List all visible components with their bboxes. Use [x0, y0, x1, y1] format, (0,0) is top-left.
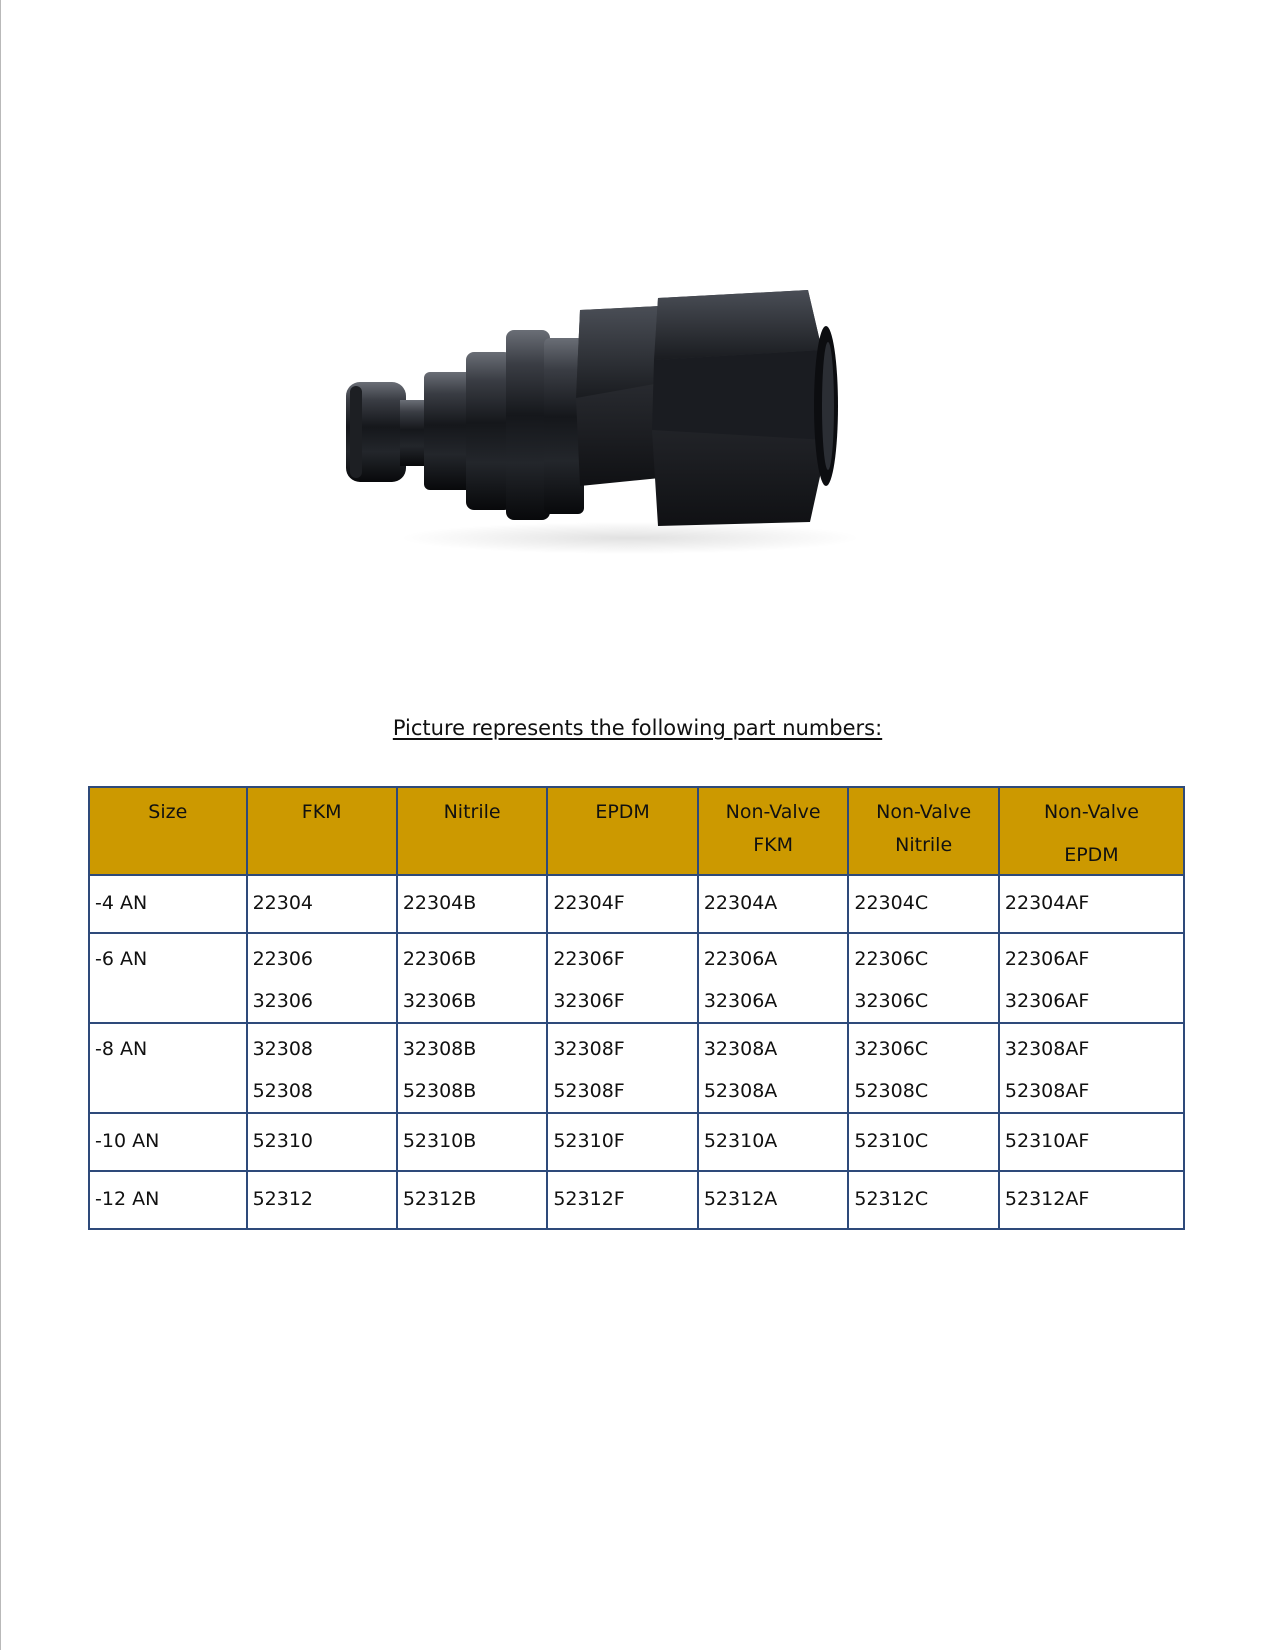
part-number-cell: [247, 933, 397, 1023]
table-row: [89, 1113, 1184, 1171]
part-number: 22304B: [402, 892, 477, 914]
part-number-cell: [848, 1113, 999, 1171]
part-number: 52312: [252, 1188, 314, 1210]
part-number: 22304F: [553, 892, 625, 914]
size-cell: -6 AN: [89, 933, 247, 1023]
column-header-text: Size: [148, 801, 188, 823]
part-numbers-table: [88, 786, 1185, 1230]
column-header: [89, 787, 247, 875]
part-number-cell: [848, 933, 999, 1023]
part-number-cell: [848, 875, 999, 933]
part-number: 32306B: [402, 990, 477, 1012]
column-header: [848, 787, 999, 875]
part-number: 52308F: [553, 1080, 625, 1102]
column-header: [698, 787, 849, 875]
part-number: 22306F: [553, 948, 625, 970]
part-number: 32306AF: [1004, 990, 1090, 1012]
part-number-cell: [698, 1171, 849, 1229]
page-edge-rule: [0, 0, 1, 1650]
part-number-cell: [547, 1113, 698, 1171]
part-number-cell: [247, 875, 397, 933]
part-number-cell: [247, 1023, 397, 1113]
column-header-text: EPDM: [1064, 844, 1119, 866]
table-caption: Picture represents the following part numbers:: [392, 716, 883, 740]
part-number: 22306C: [854, 948, 929, 970]
size-cell: -12 AN: [89, 1171, 247, 1229]
part-number-cell: [848, 1023, 999, 1113]
part-number: 52310: [252, 1130, 314, 1152]
part-number-cell: [999, 1023, 1184, 1113]
part-number: 22304C: [854, 892, 929, 914]
part-number-cell: [999, 875, 1184, 933]
part-number: 32308: [252, 1038, 314, 1060]
part-number: 52308: [252, 1080, 314, 1102]
part-number: 22306A: [703, 948, 778, 970]
part-number: 22304AF: [1004, 892, 1090, 914]
table-row: [89, 933, 1184, 1023]
part-number-cell: [848, 1171, 999, 1229]
part-number: 52310AF: [1004, 1130, 1090, 1152]
table-row: [89, 1171, 1184, 1229]
part-number-cell: [547, 1171, 698, 1229]
part-number: 52312A: [703, 1188, 778, 1210]
part-number-cell: [397, 933, 548, 1023]
part-number: 52310B: [402, 1130, 477, 1152]
part-number-cell: [397, 1113, 548, 1171]
part-number: 32308B: [402, 1038, 477, 1060]
column-header: [999, 787, 1184, 875]
part-number-cell: [397, 1023, 548, 1113]
part-number: 52310F: [553, 1130, 625, 1152]
size-cell: -10 AN: [89, 1113, 247, 1171]
part-number-cell: [999, 1113, 1184, 1171]
part-number-cell: [999, 933, 1184, 1023]
part-number: 52308AF: [1004, 1080, 1090, 1102]
column-header: [247, 787, 397, 875]
part-number: 22306: [252, 948, 314, 970]
part-number-cell: [698, 875, 849, 933]
part-number: 52308A: [703, 1080, 778, 1102]
column-header: [547, 787, 698, 875]
part-number: 32306: [252, 990, 314, 1012]
table-row: [89, 1023, 1184, 1113]
part-number: 32306F: [553, 990, 625, 1012]
part-number-cell: [999, 1171, 1184, 1229]
part-number: 22304: [252, 892, 314, 914]
part-number-cell: [698, 933, 849, 1023]
column-header-text: FKM: [753, 834, 793, 856]
part-number-cell: [547, 875, 698, 933]
part-number: 32306C: [854, 1038, 929, 1060]
column-header-text: FKM: [301, 801, 342, 823]
part-number-cell: [547, 933, 698, 1023]
size-cell: -8 AN: [89, 1023, 247, 1113]
column-header-text: Non-Valve: [725, 801, 821, 823]
part-number: 52312C: [854, 1188, 929, 1210]
part-number-cell: [698, 1023, 849, 1113]
table-row: [89, 875, 1184, 933]
fitting-photo: [340, 290, 880, 570]
part-number: 22306B: [402, 948, 477, 970]
part-number: 52308B: [402, 1080, 477, 1102]
part-number: 22306AF: [1004, 948, 1090, 970]
part-number: 52308C: [854, 1080, 929, 1102]
part-number: 32306A: [703, 990, 778, 1012]
part-number-cell: [547, 1023, 698, 1113]
part-number: 52312B: [402, 1188, 477, 1210]
table-header-row: [89, 787, 1184, 875]
part-number-cell: [247, 1113, 397, 1171]
part-number: 52310C: [854, 1130, 929, 1152]
column-header-text: EPDM: [595, 801, 650, 823]
part-number: 52312F: [553, 1188, 625, 1210]
part-number: 52310A: [703, 1130, 778, 1152]
part-number-cell: [698, 1113, 849, 1171]
part-number: 32308A: [703, 1038, 778, 1060]
part-number-cell: [397, 1171, 548, 1229]
part-number-cell: [397, 875, 548, 933]
column-header-text: Non-Valve: [1043, 801, 1139, 823]
size-cell: -4 AN: [89, 875, 247, 933]
part-number: 22304A: [703, 892, 778, 914]
part-number: 32308F: [553, 1038, 625, 1060]
column-header: [397, 787, 548, 875]
part-number: 32306C: [854, 990, 929, 1012]
column-header-text: Nitrile: [443, 801, 501, 823]
column-header-text: Non-Valve: [876, 801, 972, 823]
part-number: 52312AF: [1004, 1188, 1090, 1210]
column-header-text: Nitrile: [895, 834, 953, 856]
part-number: 32308AF: [1004, 1038, 1090, 1060]
part-number-cell: [247, 1171, 397, 1229]
table-body: [89, 875, 1184, 1229]
